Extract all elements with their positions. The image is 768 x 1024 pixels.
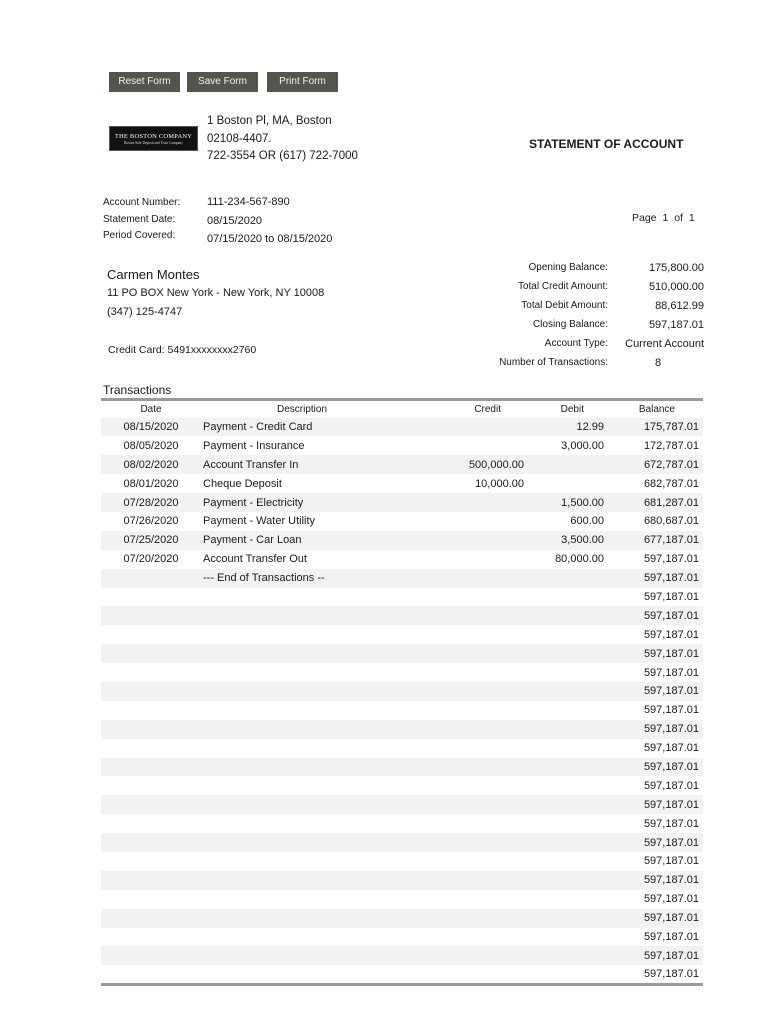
cell-debit: 3,500.00 (561, 534, 604, 547)
cell-debit (526, 965, 606, 984)
cell-credit (401, 436, 526, 455)
cell-description: --- End of Transactions -- (203, 572, 325, 585)
form-toolbar (109, 72, 338, 92)
cell-description: Cheque Deposit (203, 477, 282, 490)
cell-debit (526, 569, 606, 588)
closing-balance-value: 597,187.01 (648, 318, 704, 331)
statement-date-value: 08/15/2020 (207, 214, 263, 227)
cell-debit: 80,000.00 (555, 553, 604, 566)
col-header-date: Date (140, 403, 162, 415)
cell-debit (526, 871, 606, 890)
cell-credit (401, 776, 526, 795)
cell-credit (401, 720, 526, 739)
cell-date (101, 758, 201, 777)
transaction-count-label: Number of Transactions: (499, 357, 608, 368)
table-row (101, 606, 703, 625)
cell-date (101, 776, 201, 795)
cell-credit (401, 795, 526, 814)
cell-date: 08/05/2020 (123, 439, 179, 452)
cell-debit (526, 795, 606, 814)
table-row (101, 776, 703, 795)
summary-row (460, 334, 710, 353)
cell-credit (401, 909, 526, 928)
total-debit-label: Total Debit Amount: (521, 300, 608, 311)
table-row (101, 928, 703, 947)
customer-address: 11 PO BOX New York - New York, NY 10008 (107, 287, 325, 299)
cell-description (201, 946, 401, 965)
account-number-value: 111-234-567-890 (207, 196, 290, 208)
cell-credit (401, 852, 526, 871)
cell-credit (401, 606, 526, 625)
cell-balance: 597,187.01 (643, 817, 699, 830)
cell-date (101, 720, 201, 739)
cell-date (101, 814, 201, 833)
cell-credit (401, 890, 526, 909)
cell-balance: 172,787.01 (643, 439, 699, 452)
cell-debit (526, 758, 606, 777)
cell-balance: 597,187.01 (643, 685, 699, 698)
cell-debit (526, 833, 606, 852)
cell-debit (526, 909, 606, 928)
cell-balance: 597,187.01 (643, 572, 699, 585)
table-row (101, 588, 703, 607)
cell-date: 07/26/2020 (123, 515, 179, 528)
cell-balance: 597,187.01 (643, 628, 699, 641)
save-form-button[interactable]: Save Form (187, 72, 258, 92)
cell-credit (401, 871, 526, 890)
table-row (101, 739, 703, 758)
table-row (101, 682, 703, 701)
page-indicator: Page 1 of 1 (632, 212, 695, 224)
cell-date (101, 795, 201, 814)
logo-line1: THE BOSTON COMPANY (114, 132, 193, 140)
col-header-credit: Credit (474, 403, 501, 415)
address-line1: 1 Boston Pl, MA, Boston (207, 115, 332, 127)
cell-debit: 3,000.00 (561, 439, 604, 452)
total-debit-value: 88,612.99 (655, 299, 704, 312)
cell-debit (526, 474, 606, 493)
table-row (101, 701, 703, 720)
cell-balance: 597,187.01 (643, 798, 699, 811)
cell-description (201, 739, 401, 758)
table-row (101, 965, 703, 984)
cell-date (101, 871, 201, 890)
table-row (101, 833, 703, 852)
cell-date (101, 852, 201, 871)
cell-debit: 600.00 (570, 515, 604, 528)
transaction-count-value: 8 (654, 356, 662, 369)
cell-debit (526, 663, 606, 682)
cell-debit (526, 720, 606, 739)
cell-credit (401, 493, 526, 512)
table-row (101, 909, 703, 928)
cell-date (101, 739, 201, 758)
address-line2: 02108-4407. (207, 132, 272, 145)
company-logo (109, 126, 198, 151)
company-address (207, 113, 358, 166)
cell-date: 07/25/2020 (123, 534, 179, 547)
cell-description (201, 776, 401, 795)
cell-credit (401, 928, 526, 947)
cell-description (201, 644, 401, 663)
table-row (101, 418, 703, 437)
customer-phone: (347) 125-4747 (107, 306, 183, 318)
cell-debit (526, 814, 606, 833)
summary-row (460, 277, 710, 296)
cell-description (201, 852, 401, 871)
table-row (101, 946, 703, 965)
cell-date (101, 663, 201, 682)
credit-card-number: Credit Card: 5491xxxxxxxx2760 (108, 344, 257, 356)
cell-debit (526, 701, 606, 720)
table-row (101, 436, 703, 455)
table-row (101, 569, 703, 588)
opening-balance-value: 175,800.00 (648, 261, 704, 274)
transactions-body (101, 418, 703, 985)
cell-date (101, 606, 201, 625)
table-row (101, 720, 703, 739)
cell-description: Account Transfer In (203, 458, 299, 471)
cell-credit (401, 682, 526, 701)
cell-date (101, 588, 201, 607)
summary-row (460, 258, 710, 277)
summary-row (460, 353, 710, 372)
cell-balance: 597,187.01 (643, 949, 699, 962)
cell-description (201, 682, 401, 701)
cell-date (101, 682, 201, 701)
table-row (101, 852, 703, 871)
transactions-table (101, 398, 703, 986)
cell-debit (526, 946, 606, 965)
cell-credit (401, 739, 526, 758)
page-title: STATEMENT OF ACCOUNT (529, 137, 684, 151)
cell-credit: 500,000.00 (468, 458, 524, 471)
cell-date (101, 965, 201, 984)
cell-debit (526, 606, 606, 625)
cell-balance: 680,687.01 (643, 515, 699, 528)
cell-credit (401, 569, 526, 588)
statement-date-label: Statement Date: (103, 213, 176, 225)
cell-balance: 597,187.01 (643, 968, 699, 981)
cell-credit (401, 833, 526, 852)
transactions-title: Transactions (103, 383, 172, 397)
period-covered-label: Period Covered: (103, 230, 176, 241)
account-type-label: Account Type: (544, 338, 608, 349)
cell-description: Payment - Water Utility (203, 515, 316, 528)
cell-description (201, 928, 401, 947)
total-credit-label: Total Credit Amount: (517, 281, 608, 292)
cell-balance: 597,187.01 (643, 553, 699, 566)
cell-date (101, 833, 201, 852)
cell-description: Payment - Electricity (203, 496, 304, 509)
table-row (101, 455, 703, 474)
cell-date: 08/02/2020 (123, 458, 179, 471)
table-row (101, 814, 703, 833)
cell-credit (401, 814, 526, 833)
cell-balance: 682,787.01 (643, 477, 699, 490)
print-form-button[interactable]: Print Form (267, 72, 338, 92)
cell-balance: 597,187.01 (643, 930, 699, 943)
table-row (101, 512, 703, 531)
cell-date (101, 890, 201, 909)
total-credit-value: 510,000.00 (648, 280, 704, 293)
cell-balance: 597,187.01 (643, 647, 699, 660)
cell-date: 08/15/2020 (123, 420, 179, 433)
cell-date: 08/01/2020 (123, 477, 179, 490)
cell-credit (401, 625, 526, 644)
cell-credit (401, 644, 526, 663)
opening-balance-label: Opening Balance: (528, 262, 608, 273)
cell-credit: 10,000.00 (475, 477, 524, 490)
cell-balance: 597,187.01 (643, 836, 699, 849)
cell-balance: 597,187.01 (643, 666, 699, 679)
cell-credit (401, 946, 526, 965)
cell-description (201, 606, 401, 625)
logo-line2: Boston Safe Deposit and Trust Company (124, 140, 183, 145)
cell-balance: 597,187.01 (643, 704, 699, 717)
cell-date (101, 909, 201, 928)
table-row (101, 795, 703, 814)
col-header-debit: Debit (560, 403, 584, 415)
table-row (101, 474, 703, 493)
cell-credit (401, 588, 526, 607)
cell-debit (526, 776, 606, 795)
cell-balance: 597,187.01 (643, 779, 699, 792)
cell-credit (401, 531, 526, 550)
account-values (207, 193, 332, 249)
reset-form-button[interactable]: Reset Form (109, 72, 180, 92)
table-row (101, 890, 703, 909)
period-covered-value: 07/15/2020 to 08/15/2020 (207, 233, 333, 245)
cell-description (201, 890, 401, 909)
cell-date (101, 928, 201, 947)
cell-credit (401, 550, 526, 569)
cell-balance: 597,187.01 (643, 590, 699, 603)
cell-credit (401, 663, 526, 682)
cell-date (101, 569, 201, 588)
cell-date (101, 701, 201, 720)
cell-debit (526, 739, 606, 758)
cell-credit (401, 701, 526, 720)
table-row (101, 871, 703, 890)
cell-balance: 175,787.01 (643, 420, 699, 433)
cell-date (101, 946, 201, 965)
account-type-value: Current Account (625, 337, 704, 350)
customer-name: Carmen Montes (107, 267, 200, 282)
cell-description (201, 871, 401, 890)
cell-balance: 597,187.01 (643, 893, 699, 906)
cell-credit (401, 512, 526, 531)
cell-description (201, 909, 401, 928)
cell-description: Account Transfer Out (203, 553, 307, 566)
cell-debit (526, 625, 606, 644)
account-summary (460, 258, 710, 372)
cell-debit (526, 890, 606, 909)
cell-date: 07/28/2020 (123, 496, 179, 509)
cell-debit (526, 588, 606, 607)
cell-description: Payment - Car Loan (203, 534, 302, 547)
summary-row (460, 296, 710, 315)
cell-description: Payment - Insurance (203, 439, 305, 452)
cell-balance: 681,287.01 (643, 496, 699, 509)
cell-balance: 597,187.01 (643, 609, 699, 622)
col-header-description: Description (276, 403, 328, 415)
cell-balance: 677,187.01 (643, 534, 699, 547)
account-number-label: Account Number: (103, 197, 181, 208)
cell-description (201, 588, 401, 607)
cell-debit (526, 852, 606, 871)
cell-description (201, 795, 401, 814)
closing-balance-label: Closing Balance: (532, 319, 608, 330)
summary-row (460, 315, 710, 334)
cell-description: Payment - Credit Card (203, 420, 313, 433)
table-header-row (101, 400, 703, 418)
cell-credit (401, 418, 526, 437)
cell-description (201, 758, 401, 777)
cell-date (101, 644, 201, 663)
cell-balance: 672,787.01 (643, 458, 699, 471)
cell-description (201, 833, 401, 852)
cell-balance: 597,187.01 (643, 912, 699, 925)
table-row (101, 493, 703, 512)
cell-balance: 597,187.01 (643, 760, 699, 773)
cell-debit (526, 644, 606, 663)
cell-description (201, 663, 401, 682)
cell-description (201, 625, 401, 644)
cell-debit: 1,500.00 (561, 496, 604, 509)
table-row (101, 625, 703, 644)
cell-credit (401, 965, 526, 984)
col-header-balance: Balance (638, 403, 675, 415)
company-phones: 722-3554 OR (617) 722-7000 (207, 150, 358, 162)
cell-balance: 597,187.01 (643, 874, 699, 887)
cell-description (201, 965, 401, 984)
cell-date: 07/20/2020 (123, 553, 179, 566)
cell-date (101, 625, 201, 644)
cell-debit (526, 682, 606, 701)
cell-debit: 12.99 (576, 420, 604, 433)
cell-balance: 597,187.01 (643, 723, 699, 736)
table-row (101, 758, 703, 777)
cell-description (201, 720, 401, 739)
account-labels (103, 195, 180, 245)
cell-debit (526, 455, 606, 474)
cell-balance: 597,187.01 (643, 855, 699, 868)
table-row (101, 550, 703, 569)
cell-description (201, 701, 401, 720)
cell-debit (526, 928, 606, 947)
table-row (101, 644, 703, 663)
table-row (101, 531, 703, 550)
cell-balance: 597,187.01 (643, 742, 699, 755)
cell-description (201, 814, 401, 833)
table-row (101, 663, 703, 682)
cell-credit (401, 758, 526, 777)
